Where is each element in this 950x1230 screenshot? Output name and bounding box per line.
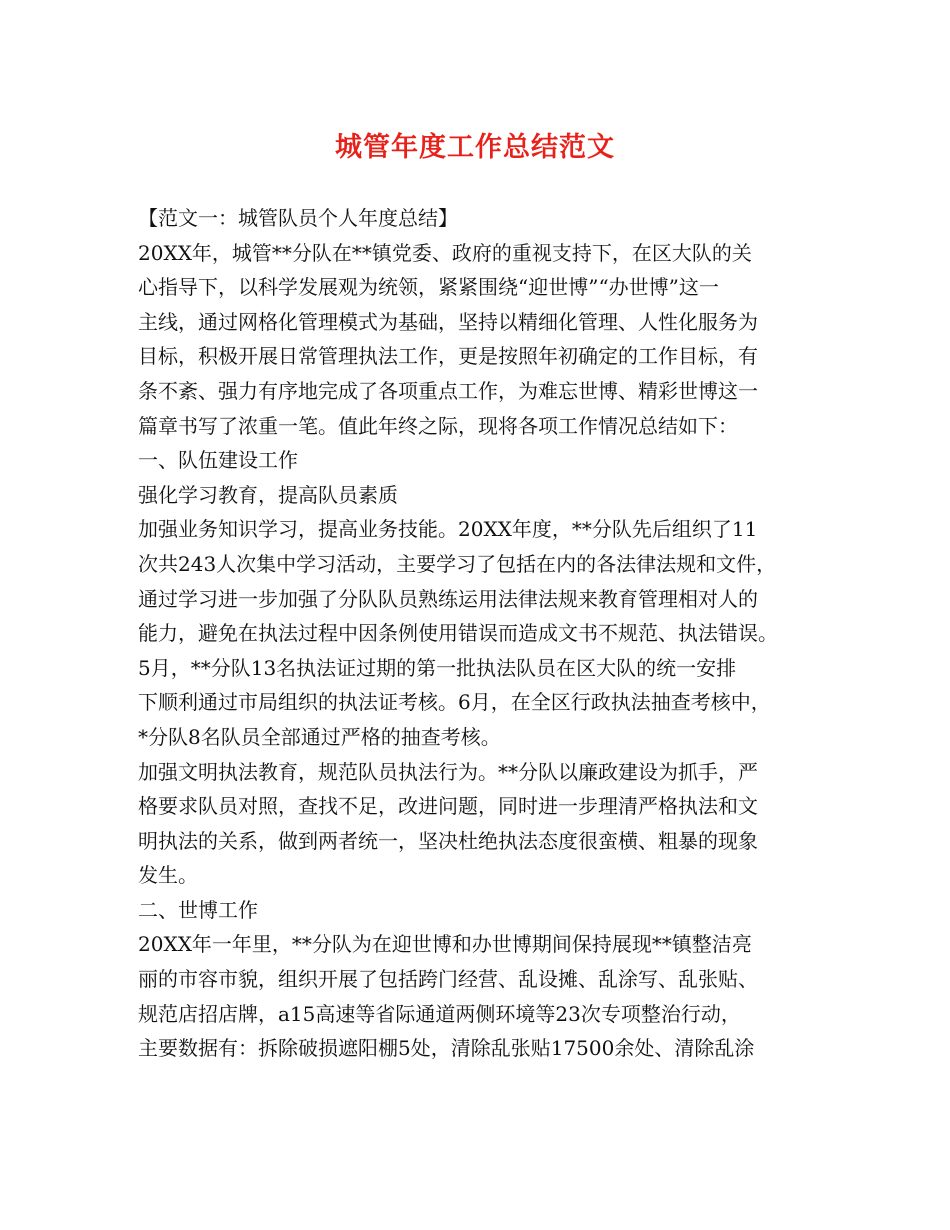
paragraph-line: 主要数据有：拆除破损遮阳棚5处，清除乱张贴17500余处、清除乱涂 [138, 1036, 755, 1061]
paragraph-line: 发生。 [138, 863, 198, 888]
section-heading-example-one: 【范文一：城管队员个人年度总结】 [138, 206, 458, 230]
paragraph-line: *分队8名队员全部通过严格的抽查考核。 [138, 724, 501, 749]
section-heading-team-building: 一、队伍建设工作 [138, 448, 298, 473]
paragraph-line: 格要求队员对照，查找不足，改进问题，同时进一步理清严格执法和文 [138, 794, 758, 819]
paragraph-line: 心指导下，以科学发展观为统领，紧紧围绕“迎世博”“办世博”这一 [138, 275, 719, 300]
paragraph-line: 次共243人次集中学习活动，主要学习了包括在内的各法律法规和文件， [138, 551, 777, 576]
paragraph-line: 20XX年，城管**分队在**镇党委、政府的重视支持下，在区大队的关 [138, 240, 752, 265]
paragraph-line: 篇章书写了浓重一笔。值此年终之际，现将各项工作情况总结如下： [138, 413, 738, 438]
paragraph-line: 下顺利通过市局组织的执法证考核。6月，在全区行政执法抽查考核中， [138, 690, 771, 715]
paragraph-line: 20XX年一年里，**分队为在迎世博和办世博期间保持展现**镇整洁亮 [138, 932, 752, 957]
document-body [138, 201, 818, 1066]
paragraph-line: 条不紊、强力有序地完成了各项重点工作，为难忘世博、精彩世博这一 [138, 378, 758, 403]
paragraph-line: 5月，**分队13名执法证过期的第一批执法队员在区大队的统一安排 [138, 655, 737, 680]
document-title: 城管年度工作总结范文 [335, 132, 615, 163]
paragraph-line: 加强业务知识学习，提高业务技能。20XX年度，**分队先后组织了11 [138, 517, 758, 542]
paragraph-line: 目标，积极开展日常管理执法工作，更是按照年初确定的工作目标，有 [138, 344, 758, 369]
paragraph-line: 通过学习进一步加强了分队队员熟练运用法律法规来教育管理相对人的 [138, 586, 758, 611]
paragraph-line: 明执法的关系，做到两者统一，坚决杜绝执法态度很蛮横、粗暴的现象 [138, 828, 758, 853]
subsection-heading: 强化学习教育，提高队员素质 [138, 482, 398, 507]
section-heading-expo-work: 二、世博工作 [138, 897, 258, 922]
paragraph-line: 加强文明执法教育，规范队员执法行为。**分队以廉政建设为抓手，严 [138, 759, 758, 784]
paragraph-line: 能力，避免在执法过程中因条例使用错误而造成文书不规范、执法错误。 [138, 621, 778, 646]
paragraph-line: 规范店招店牌，a15高速等省际通道两侧环境等23次专项整治行动， [138, 1001, 741, 1026]
paragraph-line: 丽的市容市貌，组织开展了包括跨门经营、乱设摊、乱涂写、乱张贴、 [138, 967, 758, 992]
paragraph-line: 主线，通过网格化管理模式为基础，坚持以精细化管理、人性化服务为 [138, 309, 758, 334]
